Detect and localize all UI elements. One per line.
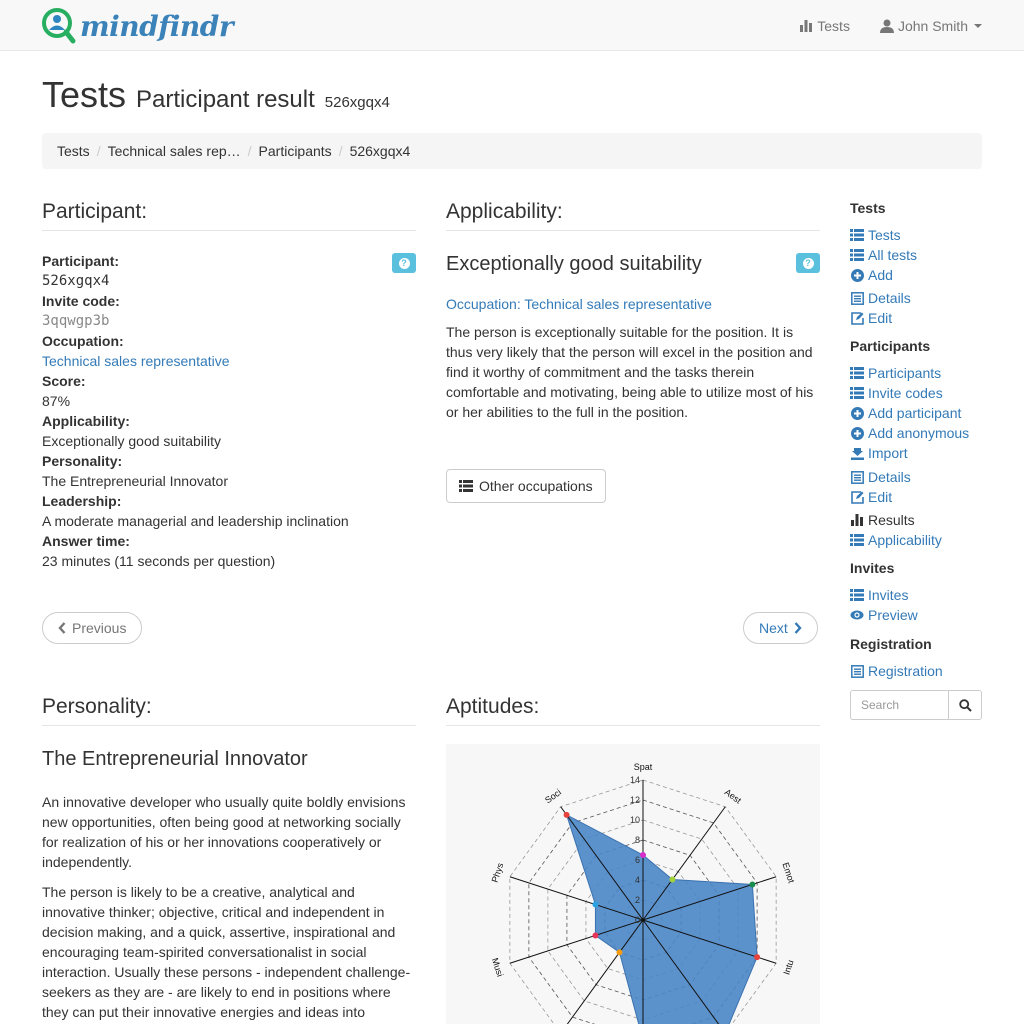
- sidebar-heading-invites: Invites: [850, 560, 895, 576]
- radar-axis-label: Soci: [543, 787, 564, 806]
- stats-icon: [800, 20, 813, 32]
- list-icon: [850, 533, 864, 547]
- details-icon: [850, 664, 864, 678]
- occupation-link[interactable]: Technical sales representative: [42, 353, 230, 369]
- field-label: Invite code:: [42, 293, 120, 309]
- participant-section-title: Participant:: [42, 200, 416, 231]
- eye-icon: [850, 608, 864, 622]
- radar-tick-label: 10: [629, 815, 640, 825]
- radar-data-point: [592, 932, 598, 938]
- field-label: Participant:: [42, 253, 120, 269]
- sidebar-item-add[interactable]: [850, 265, 893, 285]
- edit-icon: [850, 490, 864, 504]
- list-icon: [850, 366, 864, 380]
- details-icon: [850, 470, 864, 484]
- invite-code-value: 3qqwgp3b: [42, 313, 110, 329]
- page-header: [42, 74, 390, 116]
- leadership-value: A moderate managerial and leadership inclination: [42, 513, 349, 529]
- applicability-heading: Exceptionally good suitability: [446, 253, 702, 275]
- participant-code: 526xgqx4: [324, 94, 390, 111]
- sidebar-item-results[interactable]: [850, 510, 915, 530]
- page-subtitle: Participant result: [136, 86, 315, 113]
- sidebar-heading-participants: Participants: [850, 338, 931, 354]
- edit-icon: [850, 311, 864, 325]
- previous-label: Previous: [72, 620, 127, 636]
- participant-help-button[interactable]: [392, 253, 416, 273]
- import-icon: [850, 446, 864, 460]
- sidebar-item-registration[interactable]: [850, 661, 943, 681]
- brand-logo[interactable]: [42, 8, 233, 44]
- sidebar-item-tests[interactable]: [850, 225, 901, 245]
- field-label: Applicability:: [42, 413, 130, 429]
- field-label: Score:: [42, 373, 86, 389]
- breadcrumb-current: 526xgqx4: [349, 143, 411, 159]
- radar-axis-label: Musi: [489, 956, 506, 978]
- breadcrumb-separator: /: [96, 143, 101, 159]
- sidebar-item-label: Add participant: [868, 405, 962, 421]
- radar-series-area: [567, 815, 758, 1024]
- plus-circle-icon: [850, 268, 864, 282]
- applicability-help-button[interactable]: [796, 253, 820, 273]
- breadcrumb-separator: /: [247, 143, 252, 159]
- details-icon: [850, 291, 864, 305]
- list-icon: [850, 386, 864, 400]
- question-icon: ?: [803, 258, 814, 269]
- sidebar-item-details[interactable]: [850, 288, 911, 308]
- radar-data-point: [564, 812, 570, 818]
- sidebar-item-add-anonymous[interactable]: [850, 423, 969, 443]
- aptitudes-section-title: Aptitudes:: [446, 695, 820, 726]
- nav-tests-label: Tests: [817, 17, 850, 34]
- sidebar-item-label: Invite codes: [868, 385, 943, 401]
- radar-tick-label: 8: [634, 835, 640, 845]
- sidebar-item-details[interactable]: [850, 467, 911, 487]
- field-label: Leadership:: [42, 493, 122, 509]
- sidebar-item-preview[interactable]: [850, 605, 918, 625]
- sidebar-item-invite-codes[interactable]: [850, 383, 943, 403]
- personality-section-title: Personality:: [42, 695, 416, 726]
- sidebar-item-edit[interactable]: [850, 487, 892, 507]
- chevron-left-icon: [58, 622, 66, 634]
- score-value: 87%: [42, 393, 71, 409]
- list-icon: [850, 588, 864, 602]
- breadcrumb-separator: /: [338, 143, 343, 159]
- radar-tick-label: 6: [634, 855, 640, 865]
- sidebar-item-label: Add: [868, 267, 893, 283]
- list-icon: [850, 228, 864, 242]
- nav-tests-link[interactable]: [800, 18, 850, 34]
- radar-tick-label: 4: [634, 875, 640, 885]
- radar-tick-label: 0: [634, 915, 640, 925]
- sidebar-item-label: Edit: [868, 489, 893, 505]
- answer-time-value: 23 minutes (11 seconds per question): [42, 553, 276, 569]
- breadcrumb-tests[interactable]: Tests: [57, 143, 90, 159]
- sidebar-item-add-participant[interactable]: [850, 403, 961, 423]
- sidebar-item-label: Registration: [868, 663, 943, 679]
- applicability-section-title: Applicability:: [446, 200, 820, 231]
- sidebar-item-all-tests[interactable]: [850, 245, 917, 265]
- breadcrumb-participants[interactable]: Participants: [258, 143, 332, 159]
- aptitudes-section: [446, 695, 820, 726]
- radar-axis-label: Aest: [722, 786, 744, 806]
- next-label: Next: [759, 620, 788, 636]
- sidebar-item-participants[interactable]: [850, 363, 941, 383]
- search-icon: [959, 699, 972, 712]
- list-icon: [850, 248, 864, 262]
- radar-tick-label: 12: [629, 795, 640, 805]
- search-input[interactable]: [850, 690, 948, 720]
- personality-description: The person is likely to be a creative, analytical and innovative thinker; objective, critical and independent in decision making, and a quick, assertive, inspirational and encouraging team-spirited conversationalist in social interaction. Usually these persons - independent challenge-seekers as they are - are likely to end in positions where they can put their innovative energies and ideas into: [42, 884, 411, 1020]
- sidebar-item-label: Results: [868, 512, 915, 528]
- sidebar-item-label: All tests: [868, 247, 918, 263]
- personality-section: [42, 695, 416, 1022]
- radar-tick-label: 2: [634, 895, 640, 905]
- radar-axis-label: Emot: [780, 861, 797, 885]
- personality-value: The Entrepreneurial Innovator: [42, 473, 228, 489]
- caret-down-icon: [974, 24, 982, 28]
- sidebar-item-label: Applicability: [868, 532, 942, 548]
- logo-icon: [42, 8, 76, 44]
- breadcrumb: [42, 133, 982, 169]
- previous-button[interactable]: [42, 612, 142, 644]
- sidebar-heading-tests: Tests: [850, 200, 886, 216]
- sidebar-item-label: Invites: [868, 587, 909, 603]
- personality-heading: The Entrepreneurial Innovator: [42, 748, 308, 770]
- participant-id-value: 526xgqx4: [42, 273, 110, 289]
- stats-icon: [850, 513, 864, 527]
- occupation-link[interactable]: Occupation: Technical sales representative: [446, 296, 712, 312]
- participant-section: [42, 200, 416, 571]
- sidebar-item-label: Preview: [868, 607, 918, 623]
- brand-name: mindfindr: [80, 9, 234, 43]
- field-label: Answer time:: [42, 533, 130, 549]
- participant-details: [42, 251, 416, 571]
- field-label: Personality:: [42, 453, 123, 469]
- sidebar-item-label: Tests: [868, 227, 901, 243]
- search-button[interactable]: [948, 690, 982, 720]
- sidebar-item-label: Details: [868, 469, 911, 485]
- sidebar-item-label: Add anonymous: [868, 425, 970, 441]
- sidebar-heading-registration: Registration: [850, 636, 932, 652]
- page-title: Tests: [42, 74, 127, 115]
- applicability-section: [446, 200, 820, 422]
- plus-circle-icon: [850, 426, 864, 440]
- list-icon: [459, 480, 473, 492]
- question-icon: ?: [399, 258, 410, 269]
- radar-data-point: [592, 902, 598, 908]
- radar-data-point: [669, 877, 675, 883]
- radar-chart: [446, 744, 820, 1024]
- radar-axis-label: Spat: [633, 762, 653, 772]
- breadcrumb-test-name[interactable]: Technical sales rep…: [107, 143, 241, 159]
- sidebar-search: [850, 690, 982, 720]
- radar-axis-label: Intu: [781, 958, 796, 976]
- navbar: [0, 0, 1024, 51]
- user-name: John Smith: [897, 17, 968, 34]
- radar-data-point: [640, 852, 646, 858]
- other-occupations-label: Other occupations: [479, 478, 593, 494]
- applicability-description: The person is exceptionally suitable for the position. It is thus very likely that the person will excel in the position and find it worthy of commitment and the tasks therein comfortable and motivating, being able to utilize most of his or her abilities to the full in the position.: [446, 324, 814, 420]
- sidebar-item-label: Details: [868, 290, 911, 306]
- sidebar-item-edit[interactable]: [850, 308, 892, 328]
- sidebar-item-label: Participants: [868, 365, 942, 381]
- radar-data-point: [616, 949, 622, 955]
- sidebar-item-applicability[interactable]: [850, 530, 942, 550]
- radar-data-point: [749, 881, 755, 887]
- applicability-value: Exceptionally good suitability: [42, 433, 221, 449]
- user-menu[interactable]: [880, 18, 982, 34]
- field-label: Occupation:: [42, 333, 124, 349]
- next-button[interactable]: [743, 612, 818, 644]
- sidebar-item-label: Edit: [868, 310, 893, 326]
- aptitudes-chart: [446, 744, 820, 1024]
- sidebar-item-label: Import: [868, 445, 908, 461]
- sidebar-item-invites[interactable]: [850, 585, 908, 605]
- chevron-right-icon: [794, 622, 802, 634]
- personality-summary: An innovative developer who usually quite boldly envisions new opportunities, often being good at networking socially for realization of his or her innovations cooperatively or independently.: [42, 794, 406, 870]
- other-occupations-button[interactable]: [446, 469, 606, 503]
- plus-circle-icon: [850, 406, 864, 420]
- radar-tick-label: 14: [629, 775, 640, 785]
- user-icon: [880, 19, 894, 33]
- radar-data-point: [754, 954, 760, 960]
- sidebar-item-import[interactable]: [850, 443, 908, 463]
- radar-axis-label: Phys: [489, 861, 506, 884]
